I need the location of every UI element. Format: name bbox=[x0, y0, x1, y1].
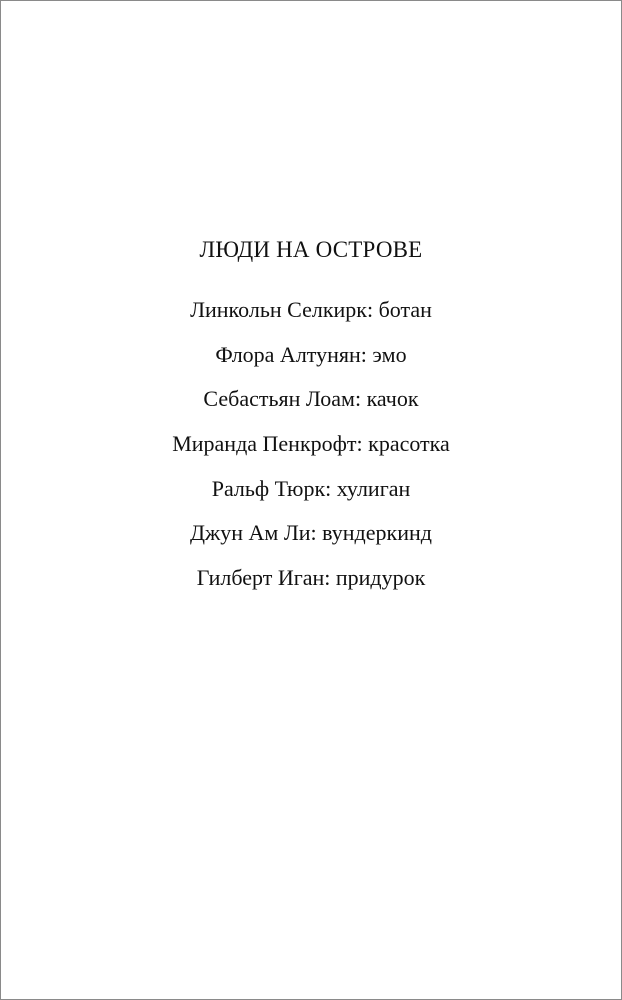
character-entry-7: Гилберт Иган: придурок bbox=[196, 565, 426, 591]
character-entry-3: Себастьян Лоам: качок bbox=[203, 386, 419, 412]
character-entry-5: Ральф Тюрк: хулиган bbox=[211, 475, 411, 501]
character-entry-6: Джун Ам Ли: вундеркинд bbox=[190, 520, 432, 546]
character-entry-2: Флора Алтунян: эмо bbox=[215, 341, 407, 367]
character-entry-4: Миранда Пенкрофт: красотка bbox=[172, 431, 450, 457]
page-title: ЛЮДИ НА ОСТРОВЕ bbox=[199, 237, 423, 262]
character-entry-1: Линкольн Селкирк: ботан bbox=[190, 297, 432, 322]
character-list bbox=[1, 295, 621, 608]
